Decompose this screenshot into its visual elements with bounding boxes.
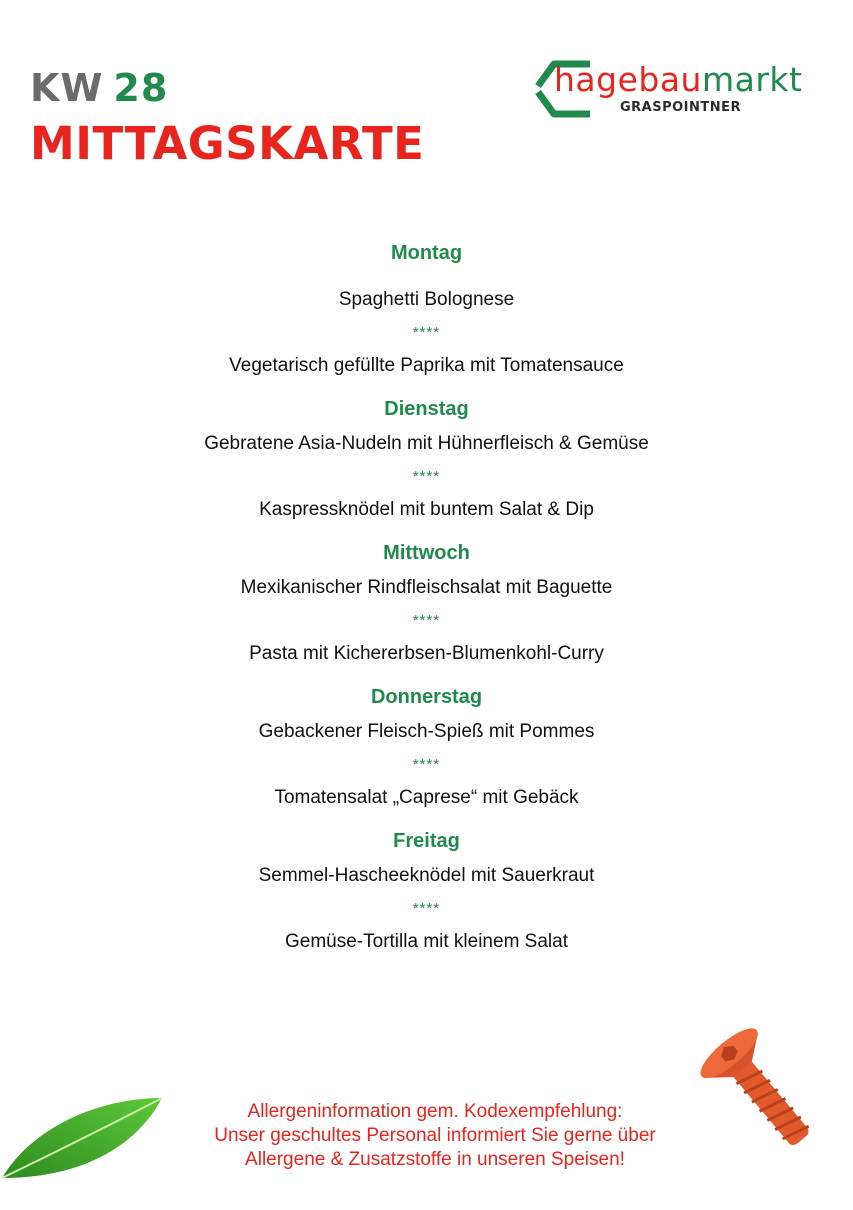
allergen-line-3: Allergene & Zusatzstoffe in unseren Speisen! [245, 1149, 625, 1170]
dish-vegetarian: Gemüse-Tortilla mit kleinem Salat [285, 931, 568, 952]
day-block-donnerstag [0, 680, 853, 816]
page-title: MITTAGSKARTE [30, 117, 425, 170]
day-block-freitag [0, 824, 853, 960]
header-title-block [30, 66, 424, 172]
dish-vegetarian: Pasta mit Kichererbsen-Blumenkohl-Curry [249, 643, 604, 664]
green-leaf-icon [0, 1090, 170, 1185]
dish-main: Mexikanischer Rindfleischsalat mit Baguette [240, 577, 613, 598]
dish-main: Spaghetti Bolognese [338, 289, 515, 310]
dish-main: Gebackener Fleisch-Spieß mit Pommes [258, 721, 595, 742]
logo-subtitle: GRASPOINTNER [620, 100, 742, 115]
hagebaumarkt-logo [534, 54, 834, 124]
orange-screw-icon [680, 1015, 840, 1165]
day-block-dienstag [0, 392, 853, 528]
weekly-menu [0, 236, 853, 960]
dish-separator: **** [412, 324, 441, 341]
dish-separator: **** [412, 612, 441, 629]
dish-vegetarian: Vegetarisch gefüllte Paprika mit Tomatensauce [229, 355, 624, 376]
kw-label: KW [30, 66, 104, 110]
day-heading: Montag [390, 242, 463, 264]
dish-separator: **** [412, 468, 441, 485]
dish-vegetarian: Tomatensalat „Caprese“ mit Gebäck [274, 787, 579, 808]
dish-separator: **** [412, 756, 441, 773]
logo-brand-part1: hagebau [554, 60, 702, 99]
allergen-line-2: Unser geschultes Personal informiert Sie gerne über [214, 1125, 656, 1146]
kw-number: 28 [113, 66, 169, 110]
dish-vegetarian: Kaspressknödel mit buntem Salat & Dip [259, 499, 594, 520]
day-heading: Donnerstag [370, 686, 483, 708]
allergen-info [150, 1100, 720, 1172]
day-block-montag [0, 236, 853, 384]
dish-main: Gebratene Asia-Nudeln mit Hühnerfleisch & Gemüse [204, 433, 649, 454]
day-heading: Dienstag [384, 398, 469, 420]
dish-separator: **** [412, 900, 441, 917]
day-block-mittwoch [0, 536, 853, 672]
day-heading: Freitag [393, 830, 460, 852]
allergen-line-1: Allergeninformation gem. Kodexempfehlung: [247, 1101, 623, 1122]
dish-main: Semmel-Hascheeknödel mit Sauerkraut [258, 865, 595, 886]
day-heading: Mittwoch [383, 542, 470, 564]
logo-brand-part2: markt [701, 60, 803, 99]
calendar-week [30, 66, 424, 110]
logo-wordmark [554, 60, 802, 100]
